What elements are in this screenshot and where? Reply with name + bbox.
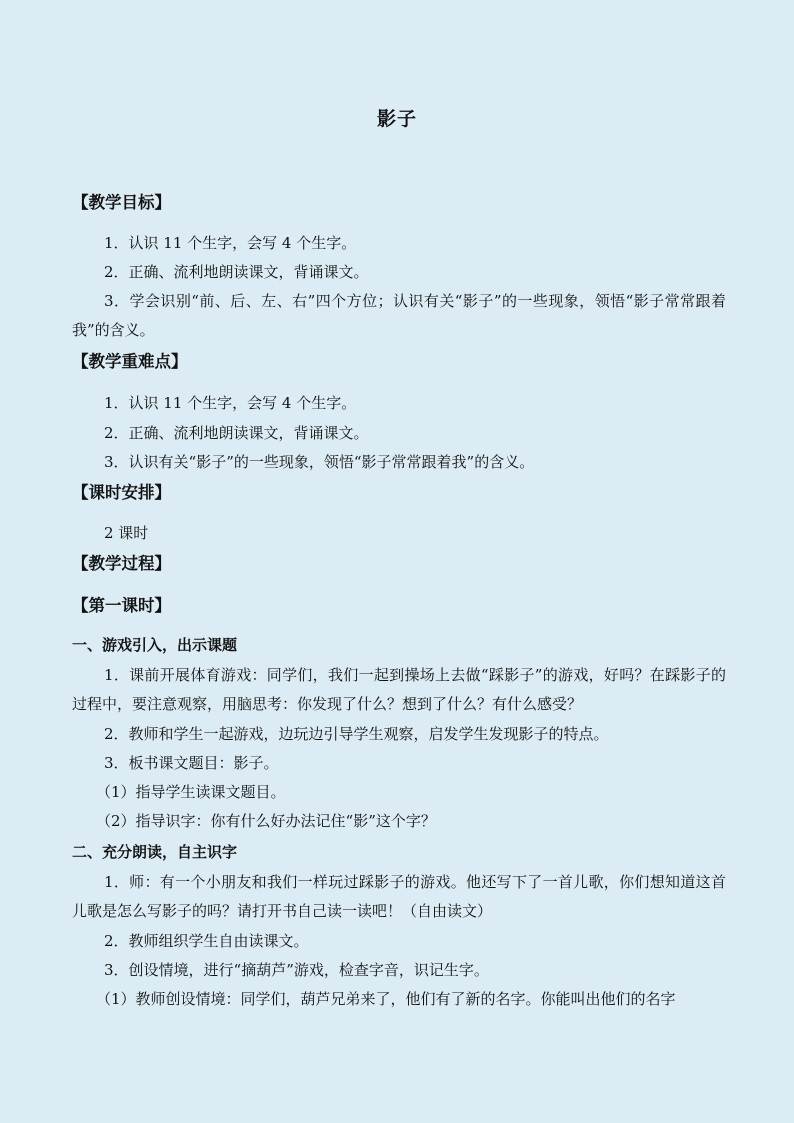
part2-item-3: 3．创设情境，进行“摘葫芦”游戏，检查字音，识记生字。 bbox=[104, 961, 489, 979]
period-heading-1: 【第一课时】 bbox=[72, 596, 171, 615]
part1-item-4: （1）指导学生读课文题目。 bbox=[96, 783, 286, 801]
part1-item-2: 2．教师和学生一起游戏，边玩边引导学生观察，启发学生发现影子的特点。 bbox=[104, 725, 609, 743]
part-title-2: 二、充分朗读，自主识字 bbox=[72, 843, 238, 861]
goal-item-3: 3．学会识别“前、后、左、右”四个方位；认识有关“影子”的一些现象，领悟“影子常常跟着我”的含义。 bbox=[72, 292, 726, 339]
keypoint-item-2: 2．正确、流利地朗读课文，背诵课文。 bbox=[104, 424, 369, 442]
part-title-1: 一、游戏引入，出示课题 bbox=[72, 636, 238, 654]
section-heading-process: 【教学过程】 bbox=[72, 554, 171, 573]
part1-item-1: 1．课前开展体育游戏：同学们，我们一起到操场上去做“踩影子”的游戏，好吗？在踩影子的过程中，要注意观察，用脑思考：你发现了什么？想到了什么？有什么感受？ bbox=[72, 666, 726, 713]
goal-item-1: 1．认识 11 个生字，会写 4 个生字。 bbox=[104, 234, 357, 252]
section-heading-goals: 【教学目标】 bbox=[72, 193, 171, 212]
part2-item-1: 1．师：有一个小朋友和我们一样玩过踩影子的游戏。他还写下了一首儿歌，你们想知道这首儿歌是怎么写影子的吗？请打开书自己读一读吧！（自由读文） bbox=[72, 873, 726, 920]
keypoint-item-1: 1．认识 11 个生字，会写 4 个生字。 bbox=[104, 394, 357, 412]
part2-item-2: 2．教师组织学生自由读课文。 bbox=[104, 932, 309, 950]
part1-item-3: 3．板书课文题目：影子。 bbox=[104, 754, 279, 772]
section-heading-schedule: 【课时安排】 bbox=[72, 483, 171, 502]
schedule-text: 2 课时 bbox=[104, 524, 149, 542]
part2-item-4: （1）教师创设情境：同学们，葫芦兄弟来了，他们有了新的名字。你能叫出他们的名字 bbox=[96, 990, 676, 1008]
page-title: 影子 bbox=[376, 108, 417, 130]
keypoint-item-3: 3．认识有关“影子”的一些现象，领悟“影子常常跟着我”的含义。 bbox=[104, 453, 535, 471]
part1-item-5: （2）指导识字：你有什么好办法记住“影”这个字？ bbox=[96, 812, 436, 830]
section-heading-keypoints: 【教学重难点】 bbox=[72, 352, 188, 371]
goal-item-2: 2．正确、流利地朗读课文，背诵课文。 bbox=[104, 263, 369, 281]
